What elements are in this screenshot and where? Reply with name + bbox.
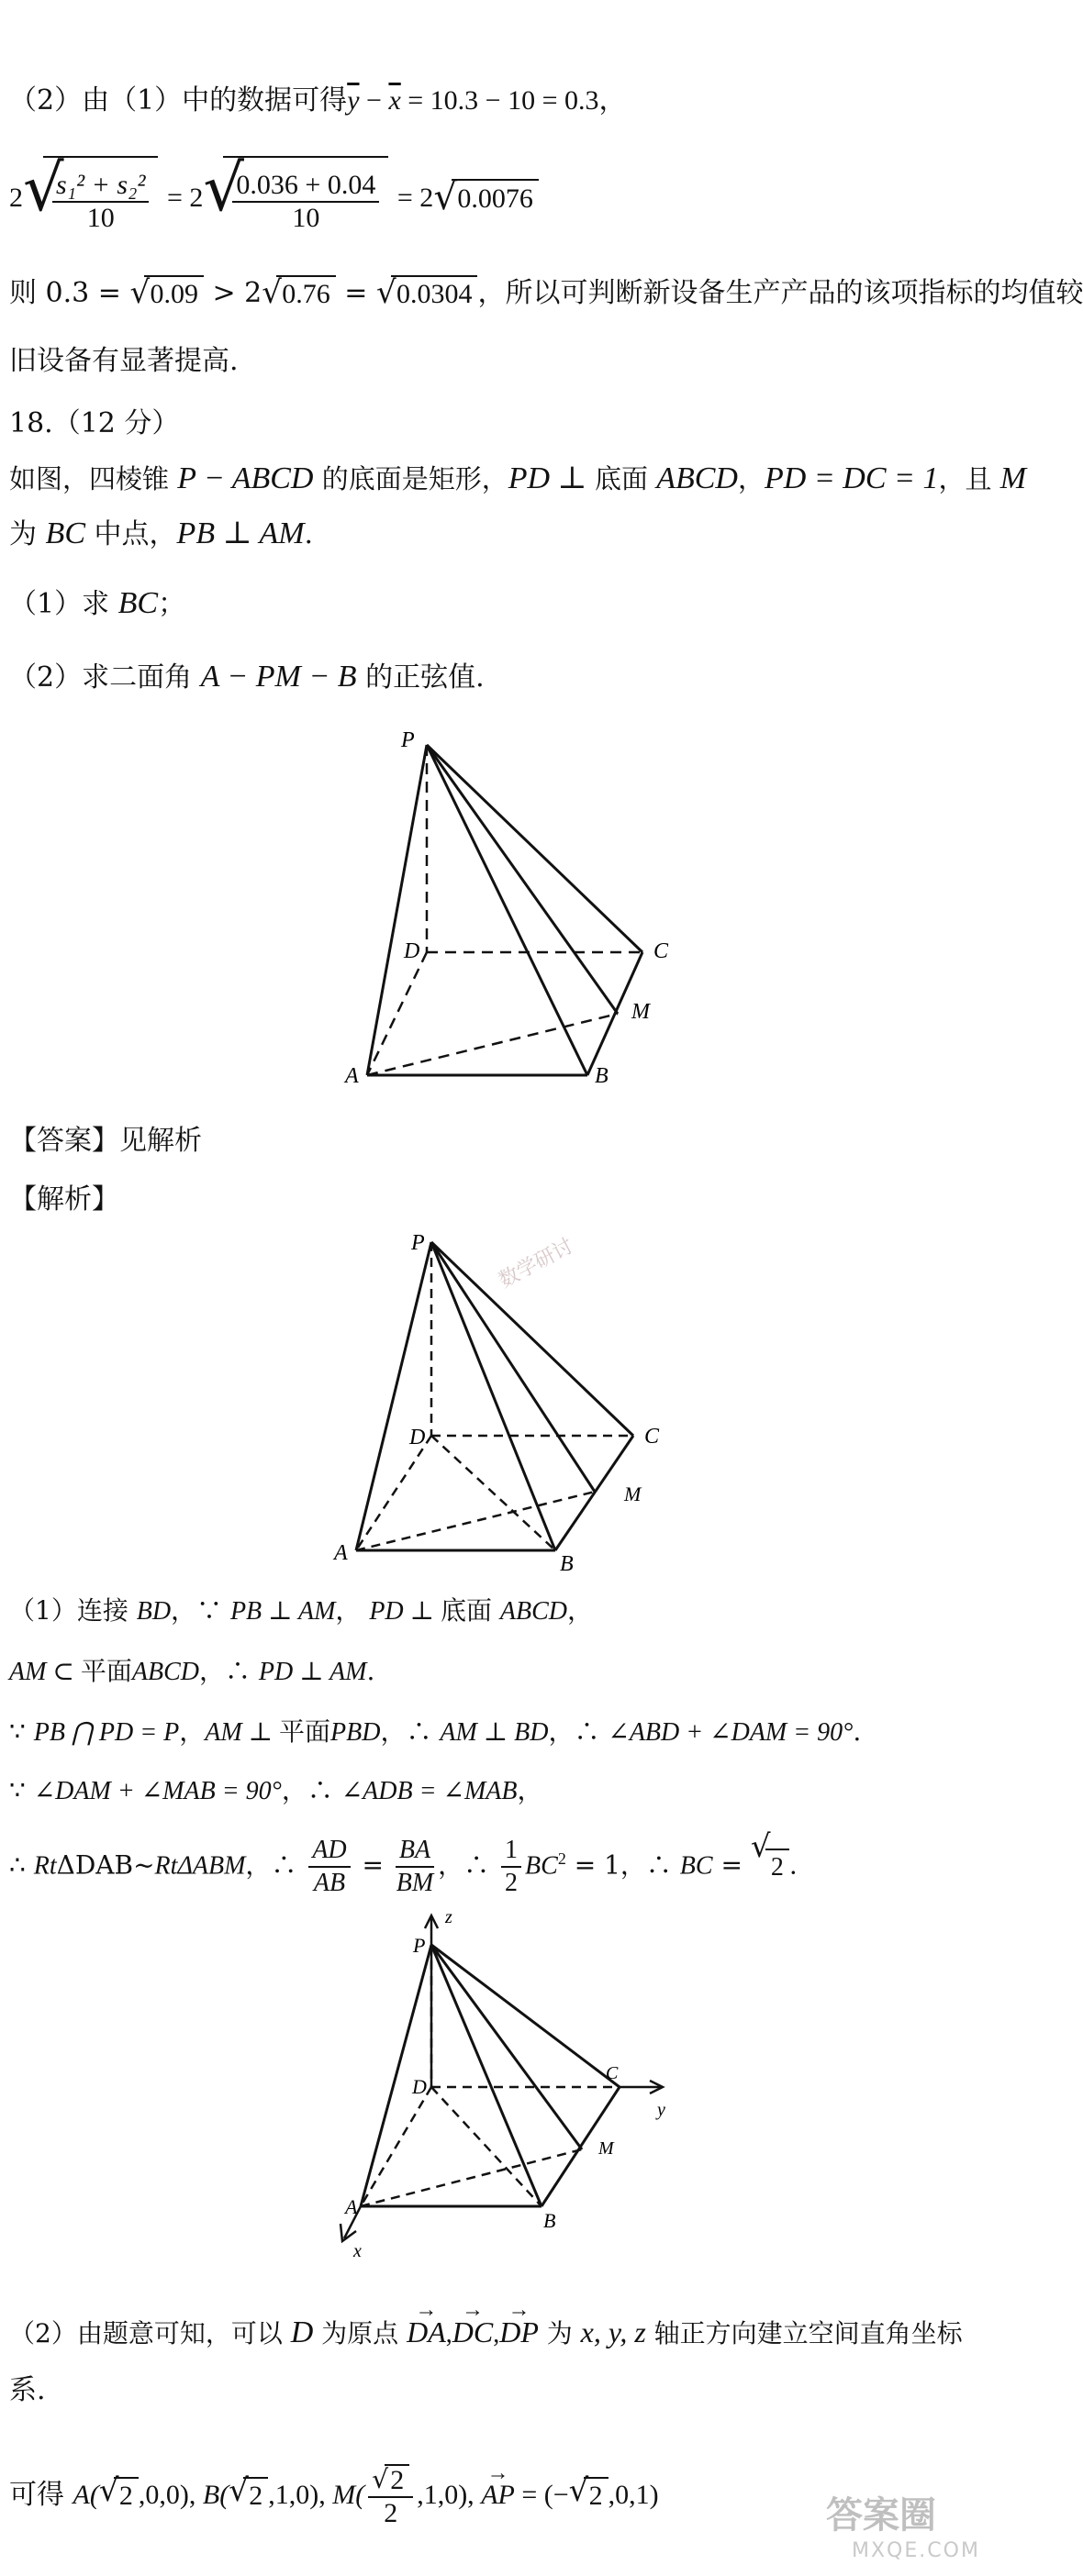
axis-y-label: y [657, 2100, 665, 2120]
label-C: C [644, 1425, 660, 1449]
solution-line-8: 可得 A( √ 2 ,0,0), B( √ 2 ,1,0), M( √ 2 2 ,1,0), → AP = (− √ 2 ,0,1) [9, 2459, 978, 2532]
solution-line-3: ∵ PB ⋂ PD = P，AM ⊥ 平面PBD，∴ AM ⊥ BD，∴ ∠ABD + ∠DAM = 90°. [9, 1716, 862, 1747]
label-D: D [412, 2075, 427, 2098]
label-A: A [334, 1541, 348, 1565]
solution-line-2: AM ⊂ 平面ABCD，∴ PD ⊥ AM. [9, 1656, 375, 1686]
watermark-logo: 数学研讨 [495, 1233, 577, 1293]
label-C: C [653, 939, 669, 963]
label-M: M [631, 1000, 650, 1024]
pyramid-figure-2 [330, 1220, 670, 1578]
text-line-p9: （2）求二面角 A − PM − B 的正弦值. [9, 660, 485, 694]
solution-line-4: ∵ ∠DAM + ∠MAB = 90°，∴ ∠ADB = ∠MAB， [9, 1775, 543, 1805]
label-M: M [624, 1482, 642, 1505]
label-B: B [543, 2209, 556, 2232]
axis-z-label: z [445, 1907, 452, 1927]
sqrt-3: √ 0.0076 [433, 158, 539, 240]
label-P: P [401, 728, 415, 752]
label-A: A [345, 2195, 358, 2218]
label-D: D [409, 1426, 426, 1449]
label-C: C [606, 2063, 619, 2083]
solution-line-5: ∴ RtΔDAB~RtΔABM，∴ $\frac{AD}{AB}$ = $\frac{BA}{BM}$ ，∴ $\frac{1}{2}$ $BC^2 = 1$，∴ BC = √ 2 . [9, 1827, 798, 1897]
formula-line-p2: 2 √ $\frac{\text{s₁² + s₂²}}{10}$ = 2 √ $\frac{0.036 + 0.04}{10}$ = 2 √ 0.0076 [9, 156, 978, 239]
watermark-url: MXQE.COM [852, 2539, 980, 2562]
text-line-p3: 则 0.3 = √ 0.09 > 2 √ 0.76 = √ 0.0304 ，所以可判断新设备生产产品的该项指标的均值较 [9, 274, 1083, 311]
pyramid-figure-1 [330, 725, 698, 1101]
watermark-logo-text: 答案圈 [826, 2494, 936, 2537]
label-B: B [595, 1064, 608, 1088]
sqrt-1: √ $\frac{\text{s₁² + s₂²}}{10}$ [23, 156, 158, 242]
axis-x-label: x [353, 2241, 362, 2261]
pyramid-figure-3-axes [330, 1899, 679, 2284]
solution-line-7: 系. [9, 2374, 46, 2406]
label-B: B [560, 1552, 574, 1576]
text-line-p7: 为 BC 中点，PB ⊥ AM. [9, 516, 314, 550]
label-M: M [598, 2138, 614, 2159]
text-line-p6: 如图，四棱锥 P − ABCD 的底面是矩形，PD ⊥ 底面 ABCD，PD = DC = 1，且 M [9, 461, 1027, 495]
text-line-p4: 旧设备有显著提高. [9, 345, 239, 377]
label-A: A [345, 1064, 359, 1088]
answer-line: 【答案】见解析 [9, 1125, 202, 1157]
text-line-p1: （2）由（1）中的数据可得$\overline{y} - \overline{x} = 10.3 - 10 = 0.3$， [9, 84, 627, 117]
sqrt-2: √ $\frac{0.036 + 0.04}{10}$ [203, 156, 388, 242]
label-D: D [404, 939, 420, 963]
solution-line-6: （2）由题意可知，可以 D 为原点 → DA,→ DC,→ DP 为 x, y, z 轴正方向建立空间直角坐标 [9, 2312, 978, 2355]
label-P: P [411, 1231, 425, 1255]
text-line-p8: （1）求 BC； [9, 586, 186, 620]
label-P: P [413, 1934, 426, 1957]
solution-line-1: （1）连接 BD，∵ PB ⊥ AM， PD ⊥ 底面 ABCD， [9, 1595, 594, 1626]
question-heading: 18.（12 分） [9, 407, 180, 439]
analysis-heading: 【解析】 [9, 1183, 119, 1216]
